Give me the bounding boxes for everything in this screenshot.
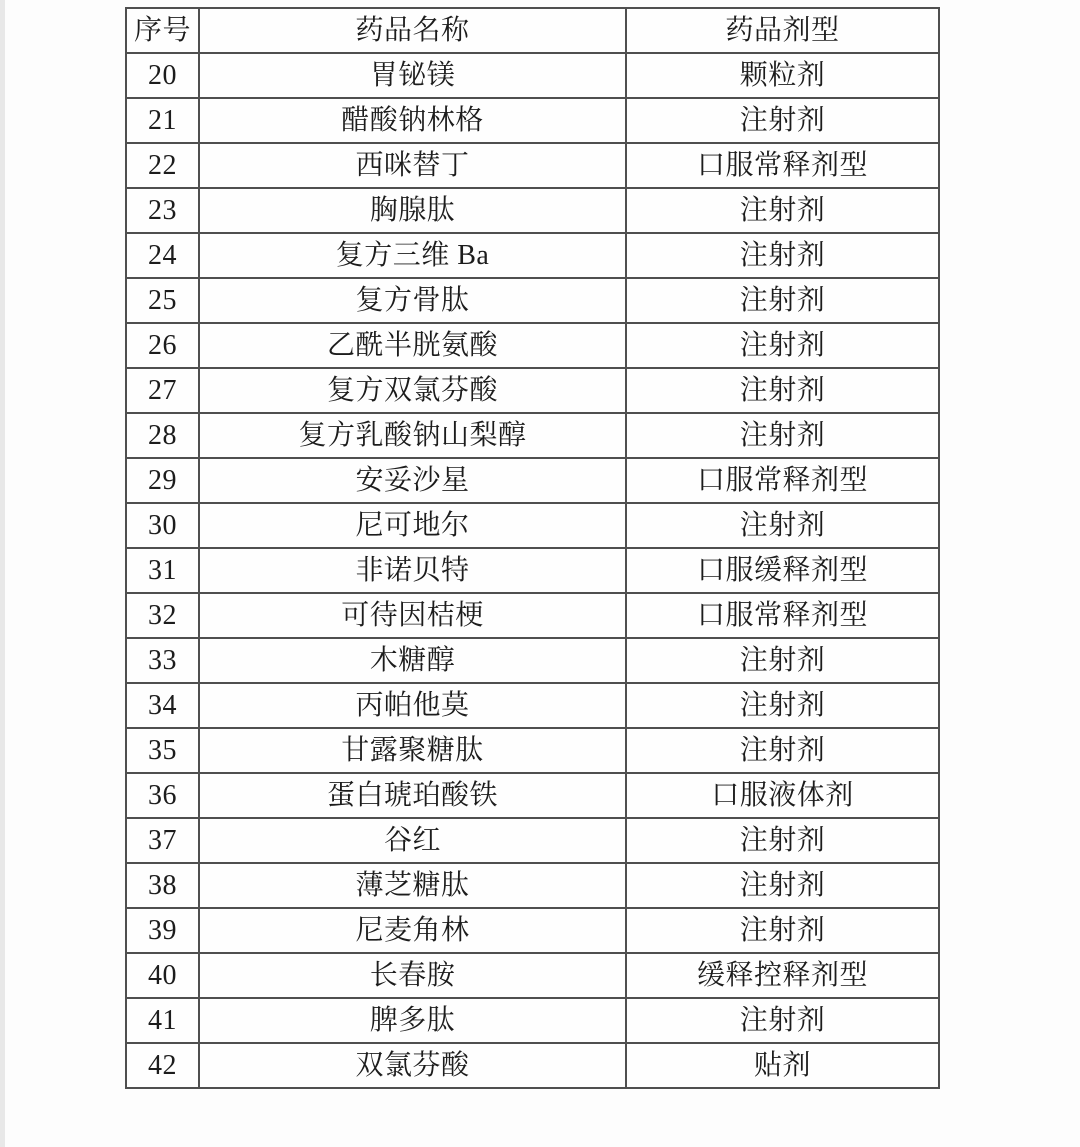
header-cell-drug-name: 药品名称 xyxy=(199,8,626,53)
cell-drug-name: 蛋白琥珀酸铁 xyxy=(199,773,626,818)
cell-drug-name: 复方三维 Ba xyxy=(199,233,626,278)
cell-dosage-form: 口服常释剂型 xyxy=(626,458,939,503)
cell-dosage-form: 注射剂 xyxy=(626,368,939,413)
cell-drug-name: 西咪替丁 xyxy=(199,143,626,188)
cell-serial: 42 xyxy=(126,1043,199,1088)
cell-serial: 39 xyxy=(126,908,199,953)
cell-serial: 38 xyxy=(126,863,199,908)
cell-serial: 37 xyxy=(126,818,199,863)
cell-serial: 21 xyxy=(126,98,199,143)
cell-dosage-form: 口服缓释剂型 xyxy=(626,548,939,593)
table-row xyxy=(126,728,939,773)
cell-drug-name: 胃铋镁 xyxy=(199,53,626,98)
table-row xyxy=(126,458,939,503)
cell-serial: 31 xyxy=(126,548,199,593)
cell-serial: 22 xyxy=(126,143,199,188)
cell-dosage-form: 注射剂 xyxy=(626,998,939,1043)
header-cell-dosage-form: 药品剂型 xyxy=(626,8,939,53)
cell-drug-name: 木糖醇 xyxy=(199,638,626,683)
table-row xyxy=(126,1043,939,1088)
cell-drug-name: 谷红 xyxy=(199,818,626,863)
table-row xyxy=(126,818,939,863)
cell-drug-name: 复方乳酸钠山梨醇 xyxy=(199,413,626,458)
cell-drug-name: 胸腺肽 xyxy=(199,188,626,233)
table-row xyxy=(126,413,939,458)
cell-drug-name: 甘露聚糖肽 xyxy=(199,728,626,773)
cell-dosage-form: 注射剂 xyxy=(626,908,939,953)
table-row xyxy=(126,98,939,143)
table-row xyxy=(126,53,939,98)
table-row xyxy=(126,908,939,953)
cell-drug-name: 丙帕他莫 xyxy=(199,683,626,728)
cell-drug-name: 复方骨肽 xyxy=(199,278,626,323)
cell-dosage-form: 注射剂 xyxy=(626,818,939,863)
cell-dosage-form: 注射剂 xyxy=(626,638,939,683)
cell-serial: 24 xyxy=(126,233,199,278)
cell-dosage-form: 注射剂 xyxy=(626,413,939,458)
cell-drug-name: 醋酸钠林格 xyxy=(199,98,626,143)
table-row xyxy=(126,548,939,593)
table-row xyxy=(126,368,939,413)
cell-dosage-form: 注射剂 xyxy=(626,728,939,773)
cell-dosage-form: 注射剂 xyxy=(626,503,939,548)
table-row xyxy=(126,233,939,278)
cell-serial: 26 xyxy=(126,323,199,368)
drug-table-body xyxy=(126,53,939,1088)
cell-dosage-form: 注射剂 xyxy=(626,233,939,278)
cell-dosage-form: 注射剂 xyxy=(626,188,939,233)
cell-serial: 30 xyxy=(126,503,199,548)
table-row xyxy=(126,503,939,548)
cell-drug-name: 薄芝糖肽 xyxy=(199,863,626,908)
table-row xyxy=(126,683,939,728)
cell-serial: 20 xyxy=(126,53,199,98)
cell-drug-name: 可待因桔梗 xyxy=(199,593,626,638)
cell-serial: 41 xyxy=(126,998,199,1043)
cell-dosage-form: 注射剂 xyxy=(626,863,939,908)
cell-dosage-form: 注射剂 xyxy=(626,278,939,323)
cell-drug-name: 复方双氯芬酸 xyxy=(199,368,626,413)
cell-dosage-form: 注射剂 xyxy=(626,98,939,143)
cell-serial: 28 xyxy=(126,413,199,458)
cell-serial: 25 xyxy=(126,278,199,323)
cell-serial: 29 xyxy=(126,458,199,503)
table-row xyxy=(126,143,939,188)
table-row xyxy=(126,323,939,368)
cell-dosage-form: 贴剂 xyxy=(626,1043,939,1088)
cell-serial: 36 xyxy=(126,773,199,818)
cell-dosage-form: 口服液体剂 xyxy=(626,773,939,818)
table-row xyxy=(126,773,939,818)
cell-drug-name: 双氯芬酸 xyxy=(199,1043,626,1088)
cell-dosage-form: 注射剂 xyxy=(626,323,939,368)
cell-serial: 23 xyxy=(126,188,199,233)
cell-drug-name: 长春胺 xyxy=(199,953,626,998)
table-row xyxy=(126,593,939,638)
table-row xyxy=(126,953,939,998)
table-row xyxy=(126,863,939,908)
cell-serial: 34 xyxy=(126,683,199,728)
header-cell-serial: 序号 xyxy=(126,8,199,53)
cell-dosage-form: 注射剂 xyxy=(626,683,939,728)
table-row xyxy=(126,998,939,1043)
cell-drug-name: 非诺贝特 xyxy=(199,548,626,593)
cell-serial: 33 xyxy=(126,638,199,683)
cell-drug-name: 脾多肽 xyxy=(199,998,626,1043)
cell-serial: 40 xyxy=(126,953,199,998)
cell-dosage-form: 口服常释剂型 xyxy=(626,143,939,188)
cell-drug-name: 安妥沙星 xyxy=(199,458,626,503)
cell-serial: 27 xyxy=(126,368,199,413)
table-row xyxy=(126,638,939,683)
cell-serial: 35 xyxy=(126,728,199,773)
table-header-row xyxy=(126,8,939,53)
cell-drug-name: 尼可地尔 xyxy=(199,503,626,548)
cell-dosage-form: 口服常释剂型 xyxy=(626,593,939,638)
cell-drug-name: 乙酰半胱氨酸 xyxy=(199,323,626,368)
cell-drug-name: 尼麦角林 xyxy=(199,908,626,953)
cell-serial: 32 xyxy=(126,593,199,638)
table-row xyxy=(126,188,939,233)
cell-dosage-form: 颗粒剂 xyxy=(626,53,939,98)
cell-dosage-form: 缓释控释剂型 xyxy=(626,953,939,998)
table-row xyxy=(126,278,939,323)
drug-table xyxy=(125,7,940,1089)
page-left-edge xyxy=(0,0,5,1147)
